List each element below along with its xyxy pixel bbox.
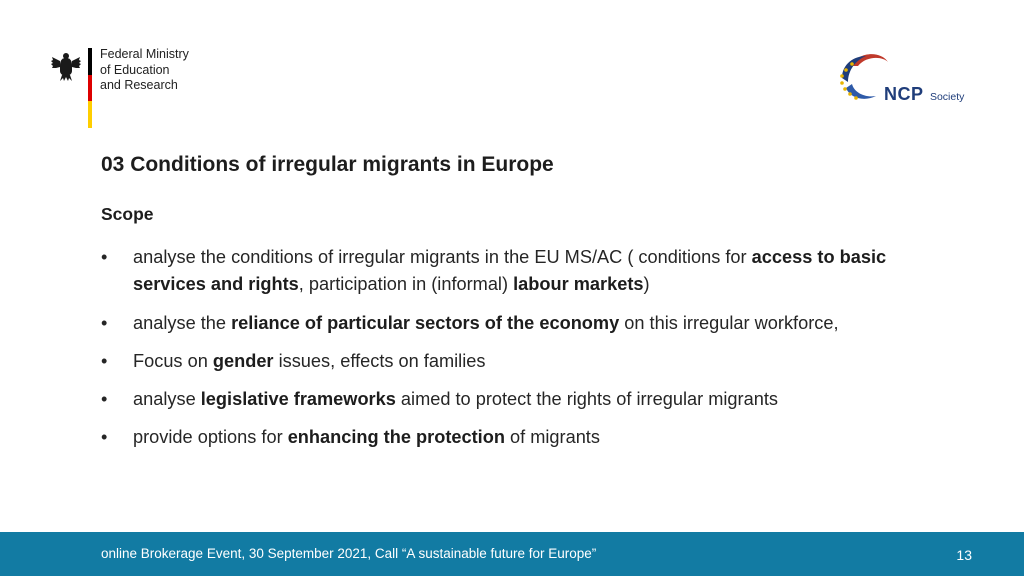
slide-title: 03 Conditions of irregular migrants in Europe: [101, 153, 554, 176]
bullet-text: on this irregular workforce,: [619, 313, 839, 333]
footer-bar: [0, 532, 1024, 576]
bullet-text: ): [643, 274, 650, 294]
bullet-text: analyse the: [133, 313, 232, 333]
bullet-emphasis: gender: [212, 351, 274, 371]
german-flag-bar: [88, 48, 92, 128]
page-number: 13: [956, 547, 972, 563]
flag-black-stripe: [88, 48, 92, 75]
bullet-marker: •: [101, 389, 108, 409]
footer-text: online Brokerage Event, 30 September 2021, Call “A sustainable future for Europe”: [101, 546, 597, 561]
bullet-emphasis: enhancing the protection: [287, 427, 505, 447]
bullet-text: analyse: [133, 389, 201, 409]
slide-subtitle: Scope: [101, 204, 154, 224]
bullet-item: [101, 424, 941, 451]
flag-gold-stripe: [88, 101, 92, 128]
ministry-line-2: of Education: [100, 62, 170, 77]
bullet-marker: •: [101, 313, 108, 333]
ministry-name: [100, 47, 220, 94]
ministry-logo: [46, 44, 216, 130]
flag-red-stripe: [88, 75, 92, 102]
bullet-text: aimed to protect the rights of irregular migrants: [395, 389, 778, 409]
bullet-item: [101, 386, 941, 413]
bullet-emphasis: legislative frameworks: [200, 389, 396, 409]
bullet-text: , participation in (informal): [298, 274, 514, 294]
ncp-sub-text: Society: [929, 91, 965, 103]
bullet-item: [101, 348, 941, 375]
bullet-emphasis: access to basic services and rights: [133, 247, 887, 294]
bullet-text: provide options for: [133, 427, 288, 447]
ncp-society-logo: [836, 48, 966, 110]
bullet-list: [101, 244, 941, 451]
ncp-main-text: NCP: [884, 84, 924, 104]
bullet-marker: •: [101, 427, 108, 447]
bullet-emphasis: labour markets: [513, 274, 644, 294]
bullet-text: analyse the conditions of irregular migrants in the EU MS/AC ( conditions for: [133, 247, 752, 267]
bullet-marker: •: [101, 247, 108, 267]
ministry-line-3: and Research: [100, 78, 178, 92]
bullet-item: [101, 310, 941, 337]
bullet-text: issues, effects on families: [273, 351, 486, 371]
federal-eagle-icon: [50, 50, 82, 82]
bullet-text: of migrants: [504, 427, 600, 447]
bullet-item: [101, 244, 941, 298]
bullet-marker: •: [101, 351, 108, 371]
bullet-text: Focus on: [133, 351, 213, 371]
bullet-emphasis: reliance of particular sectors of the economy: [231, 313, 620, 333]
ncp-wordmark: [884, 84, 964, 105]
ministry-line-1: Federal Ministry: [100, 47, 189, 61]
